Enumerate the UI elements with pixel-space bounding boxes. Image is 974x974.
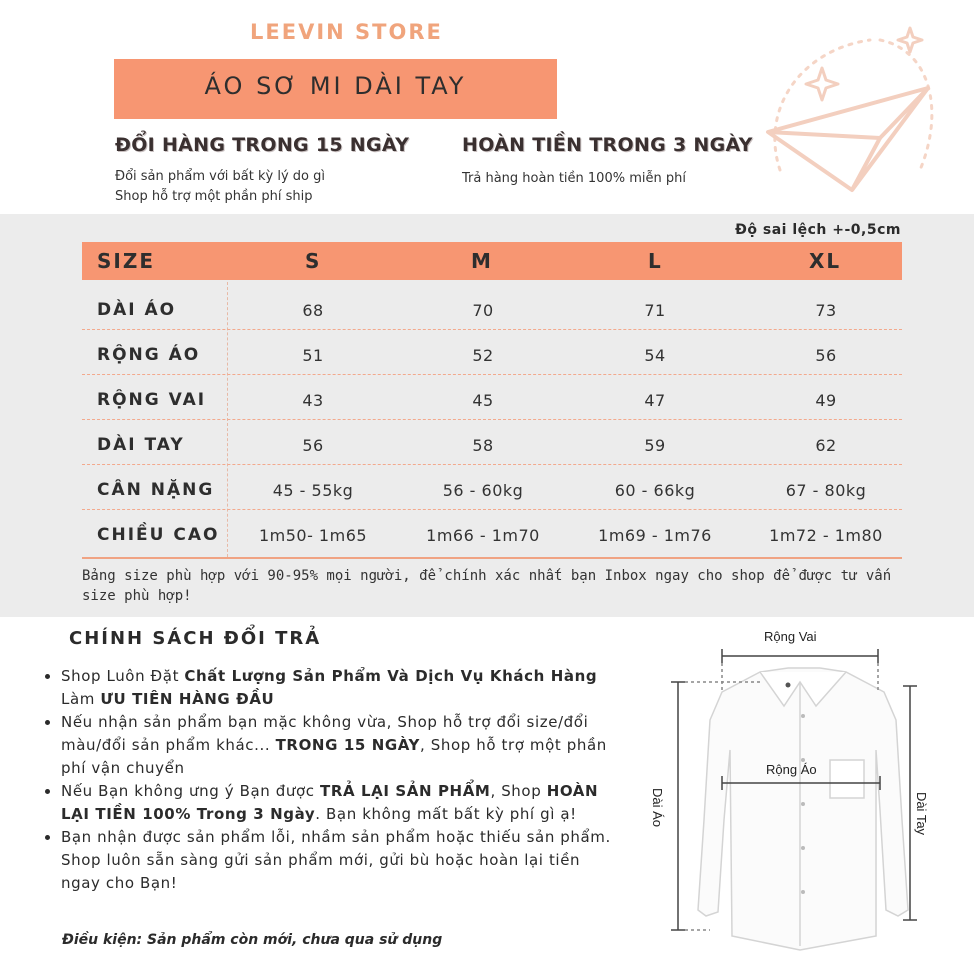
policy-text: Shop Luôn Đặt — [61, 667, 185, 685]
refund-policy-detail — [462, 169, 686, 189]
policy-emphasis: TRẢ LẠI SẢN PHẨM — [319, 782, 491, 800]
table-cell: 45 — [472, 391, 494, 410]
product-title: ÁO SƠ MI DÀI TAY — [204, 72, 467, 100]
table-cell: 70 — [472, 301, 494, 320]
policy-emphasis: ƯU TIÊN HÀNG ĐẦU — [100, 690, 275, 708]
paper-plane-icon — [760, 20, 960, 200]
header-l: L — [648, 249, 663, 273]
table-cell: 59 — [644, 436, 666, 455]
exchange-line: Shop hỗ trợ một phần phí ship — [115, 189, 313, 204]
policy-text: , Shop hỗ trợ một phần phí vận chuyển — [61, 736, 607, 777]
return-policy-list — [40, 665, 611, 895]
return-condition: Điều kiện: Sản phẩm còn mới, chưa qua sử dụng — [62, 932, 443, 948]
size-note: Bảng size phù hợp với 90-95% mọi người, để chính xác nhất bạn Inbox ngay cho shop để được tư vấn size phù hợp! — [82, 568, 892, 604]
table-cell: 47 — [644, 391, 666, 410]
shirt-diagram — [640, 620, 960, 965]
table-cell: 54 — [644, 346, 666, 365]
size-table-header — [82, 242, 902, 280]
row-label: CÂN NẶNG — [97, 480, 215, 500]
row-label: RỘNG VAI — [97, 390, 207, 410]
table-cell: 45 - 55kg — [272, 481, 354, 500]
policy-emphasis: TRONG 15 NGÀY — [275, 736, 421, 754]
header-size: SIZE — [97, 249, 156, 273]
table-cell: 43 — [302, 391, 324, 410]
table-cell: 1m69 - 1m76 — [598, 526, 712, 545]
table-cell: 67 - 80kg — [785, 481, 867, 500]
table-cell: 56 — [815, 346, 837, 365]
table-cell: 1m72 - 1m80 — [769, 526, 883, 545]
table-cell: 56 — [302, 436, 324, 455]
row-divider — [82, 374, 902, 375]
table-cell: 60 - 66kg — [614, 481, 696, 500]
policy-text: Bạn nhận được sản phẩm lỗi, nhầm sản phẩm hoặc thiếu sản phẩm. Shop luôn sẵn sàng gửi sản phẩm mới, gửi bù hoặc hoàn lại tiền ngay cho Bạn! — [61, 828, 611, 892]
policy-item — [61, 780, 611, 826]
table-cell: 49 — [815, 391, 837, 410]
row-divider — [82, 329, 902, 330]
row-divider — [82, 419, 902, 420]
row-divider — [82, 464, 902, 465]
exchange-policy-detail — [115, 167, 325, 207]
header-s: S — [305, 249, 322, 273]
header-xl: XL — [809, 249, 842, 273]
row-label: RỘNG ÁO — [97, 345, 201, 365]
chest-width-label: Rộng Áo — [766, 762, 817, 777]
table-cell: 1m66 - 1m70 — [426, 526, 540, 545]
table-cell: 68 — [302, 301, 324, 320]
length-label: Dài Áo — [650, 787, 666, 828]
policy-item — [61, 665, 611, 711]
shirt-diagram-icon — [640, 620, 960, 965]
policy-text: Nếu nhận sản phẩm bạn mặc không vừa, Shop hỗ trợ đổi size/đổi màu/đổi sản phẩm khác... — [61, 713, 589, 754]
table-cell: 52 — [472, 346, 494, 365]
policy-text: Làm — [61, 690, 101, 708]
row-label: DÀI TAY — [97, 435, 185, 455]
policy-item — [61, 826, 611, 895]
table-cell: 62 — [815, 436, 837, 455]
store-name: LEEVIN STORE — [250, 20, 443, 44]
row-label: CHIỀU CAO — [97, 525, 220, 545]
table-cell: 58 — [472, 436, 494, 455]
table-bottom-border — [82, 557, 902, 559]
exchange-policy-title: ĐỔI HÀNG TRONG 15 NGÀY — [115, 134, 410, 156]
table-cell: 56 - 60kg — [442, 481, 524, 500]
shoulder-width-label: Rộng Vai — [764, 629, 817, 644]
table-cell: 51 — [302, 346, 324, 365]
row-divider — [82, 509, 902, 510]
size-tolerance: Độ sai lệch +-0,5cm — [735, 222, 901, 238]
policy-text: Nếu Bạn không ưng ý Bạn được — [61, 782, 320, 800]
sleeve-length-label: Dài Tay — [914, 791, 930, 836]
policy-text: , Shop — [490, 782, 547, 800]
refund-policy-title: HOÀN TIỀN TRONG 3 NGÀY — [462, 134, 753, 156]
table-cell: 71 — [644, 301, 666, 320]
product-title-banner — [114, 59, 557, 119]
header-m: M — [471, 249, 493, 273]
sparkle-icon — [806, 68, 838, 100]
row-label: DÀI ÁO — [97, 300, 177, 320]
refund-line: Trả hàng hoàn tiền 100% miễn phí — [462, 171, 686, 186]
policy-text: . Bạn không mất bất kỳ phí gì ạ! — [315, 805, 577, 823]
table-cell: 1m50- 1m65 — [258, 526, 368, 545]
exchange-line: Đổi sản phẩm với bất kỳ lý do gì — [115, 169, 325, 184]
policy-emphasis: HOÀN LẠI TIỀN 100% Trong 3 Ngày — [61, 782, 599, 823]
table-cell: 73 — [815, 301, 837, 320]
return-policy-title: CHÍNH SÁCH ĐỔI TRẢ — [69, 628, 322, 649]
policy-emphasis: Chất Lượng Sản Phẩm Và Dịch Vụ Khách Hàng — [184, 667, 598, 685]
policy-item — [61, 711, 611, 780]
